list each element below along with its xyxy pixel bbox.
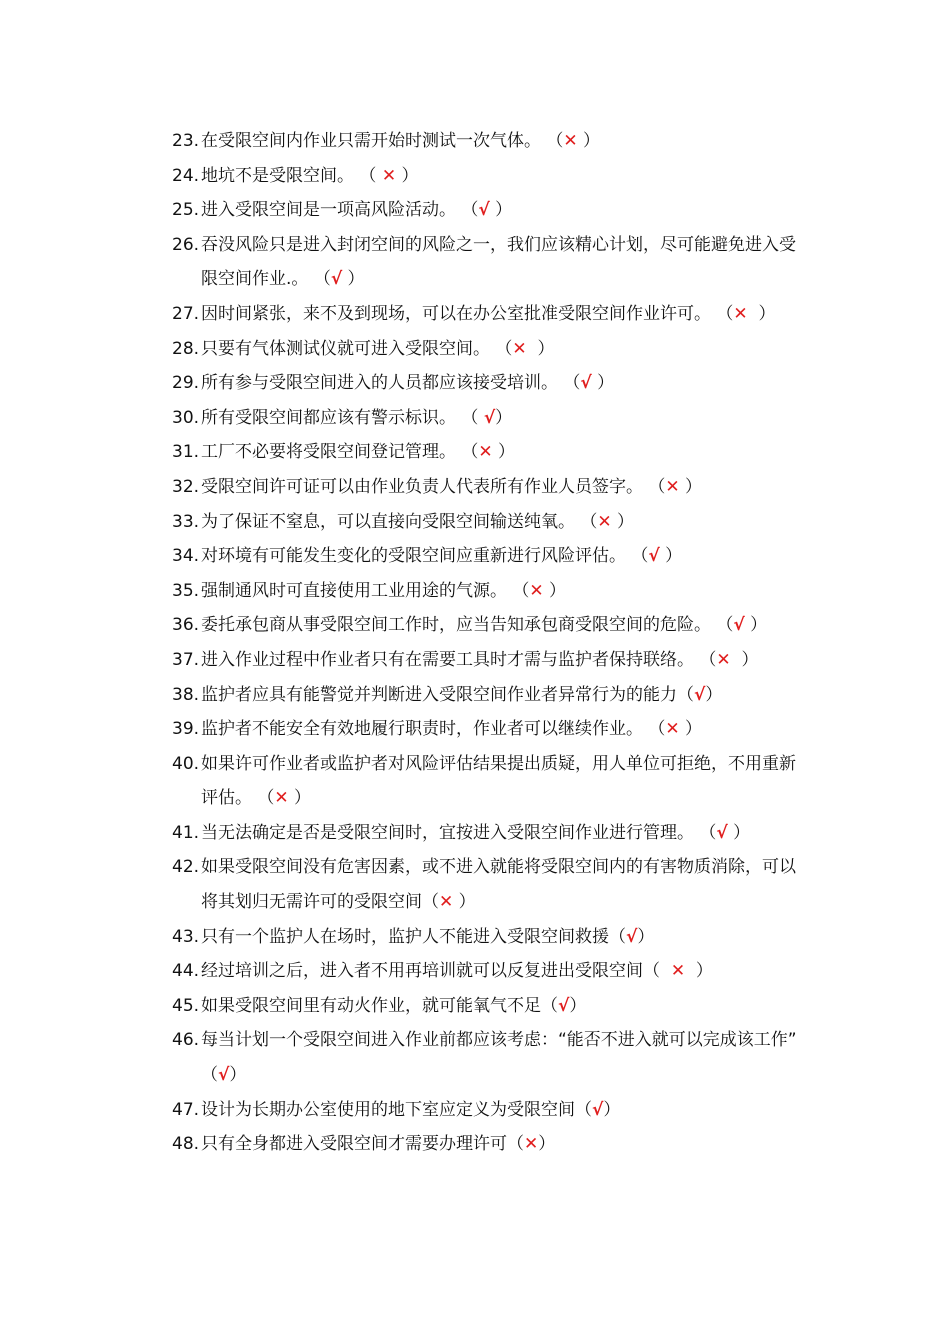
question-item — [172, 539, 812, 574]
question-number: 39. — [172, 719, 200, 740]
question-text: 所有参与受限空间进入的人员都应该接受培训。 — [201, 373, 564, 394]
question-item — [172, 505, 812, 540]
question-item — [172, 1093, 812, 1128]
answer-open-paren: （ — [716, 303, 734, 324]
cross-mark-icon: ✕ — [512, 338, 527, 359]
check-mark-icon: √ — [733, 615, 745, 636]
check-mark-icon: √ — [483, 407, 496, 428]
answer-open-paren: （ — [699, 822, 717, 843]
question-item — [172, 643, 812, 678]
answer-close-paren: ） — [744, 615, 768, 636]
check-mark-icon: √ — [626, 926, 638, 947]
answer-open-paren: （ — [643, 961, 671, 982]
answer-open-paren: （ — [563, 373, 581, 394]
cross-mark-icon: ✕ — [529, 580, 544, 601]
answer-open-paren: （ — [699, 649, 717, 670]
question-text: 如果受限空间没有危害因素，或不进入就能将受限空间内的有害物质消除，可以将其划归无需许可的受限空间 — [201, 857, 796, 913]
answer-open-paren: （ — [495, 338, 513, 359]
question-text: 为了保证不窒息，可以直接向受限空间输送纯氧。 — [201, 511, 581, 532]
answer-close-paren: ） — [679, 476, 703, 497]
question-number: 48. — [172, 1134, 200, 1155]
question-item — [172, 712, 812, 747]
answer-open-paren: （ — [257, 788, 275, 809]
answer-open-paren: （ — [648, 719, 666, 740]
cross-mark-icon: ✕ — [439, 892, 454, 913]
answer-open-paren: （ — [507, 1134, 524, 1155]
check-mark-icon: √ — [716, 822, 728, 843]
answer-open-paren: （ — [422, 892, 439, 913]
question-number: 29. — [172, 373, 200, 394]
answer-close-paren: ） — [747, 303, 776, 324]
answer-close-paren: ） — [489, 200, 513, 221]
answer-open-paren: （ — [580, 511, 598, 532]
answer-close-paren: ） — [538, 1134, 556, 1155]
question-item — [172, 816, 812, 851]
answer-close-paren: ） — [577, 131, 601, 151]
question-item — [172, 401, 812, 436]
question-number: 40. — [172, 753, 200, 774]
question-item — [172, 435, 812, 470]
question-number: 27. — [172, 303, 200, 324]
answer-open-paren: （ — [648, 476, 666, 497]
check-mark-icon: √ — [558, 995, 570, 1016]
answer-close-paren: ） — [685, 961, 713, 982]
answer-close-paren: ） — [492, 442, 516, 463]
question-text: 工厂不必要将受限空间登记管理。 — [201, 442, 462, 463]
question-item — [172, 470, 812, 505]
question-number: 33. — [172, 511, 200, 532]
question-number: 32. — [172, 476, 200, 497]
question-item — [172, 332, 812, 367]
question-number: 38. — [172, 684, 200, 705]
question-item — [172, 574, 812, 609]
answer-open-paren: （ — [461, 200, 479, 221]
question-number: 41. — [172, 822, 200, 843]
answer-close-paren: ） — [288, 788, 312, 809]
question-number: 43. — [172, 926, 200, 947]
question-number: 44. — [172, 961, 200, 982]
question-text: 监护者不能安全有效地履行职责时，作业者可以继续作业。 — [201, 719, 649, 740]
answer-open-paren: （ — [541, 995, 558, 1016]
cross-mark-icon: ✕ — [274, 788, 289, 809]
check-mark-icon: √ — [478, 200, 490, 221]
question-text: 设计为长期办公室使用的地下室应定义为受限空间 — [201, 1099, 575, 1120]
answer-open-paren: （ — [546, 131, 564, 151]
question-number: 23. — [172, 131, 200, 151]
question-item — [172, 608, 812, 643]
question-item — [172, 124, 812, 159]
question-item — [172, 159, 812, 194]
answer-close-paren: ） — [637, 926, 655, 947]
cross-mark-icon: ✕ — [716, 649, 731, 670]
question-item — [172, 228, 812, 297]
question-number: 24. — [172, 165, 200, 186]
question-item — [172, 1023, 812, 1092]
question-item — [172, 850, 812, 919]
question-number: 42. — [172, 857, 200, 878]
check-mark-icon: √ — [648, 546, 660, 567]
question-item — [172, 989, 812, 1024]
answer-open-paren: （ — [201, 1065, 218, 1086]
check-mark-icon: √ — [330, 269, 343, 290]
question-text: 每当计划一个受限空间进入作业前都应该考虑：“能否不进入就可以完成该工作” — [201, 1030, 803, 1051]
question-text: 进入受限空间是一项高风险活动。 — [201, 200, 462, 221]
question-number: 35. — [172, 580, 200, 601]
check-mark-icon: √ — [218, 1065, 230, 1086]
question-item — [172, 747, 812, 816]
question-text: 当无法确定是否是受限空间时，宜按进入受限空间作业进行管理。 — [201, 822, 700, 843]
answer-open-paren: （ — [359, 165, 382, 186]
answer-open-paren: （ — [677, 684, 694, 705]
question-item — [172, 954, 812, 989]
answer-close-paren: ） — [705, 684, 723, 705]
answer-close-paren: ） — [543, 580, 567, 601]
question-text: 只要有气体测试仪就可进入受限空间。 — [201, 338, 496, 359]
question-text: 如果许可作业者或监护者对风险评估结果提出质疑，用人单位可拒绝，不用重新评估。 — [201, 753, 796, 809]
answer-close-paren: ） — [603, 1099, 621, 1120]
answer-close-paren: ） — [730, 649, 759, 670]
answer-open-paren: （ — [461, 407, 484, 428]
question-number: 34. — [172, 546, 200, 567]
answer-close-paren: ） — [495, 407, 513, 428]
question-text: 在受限空间内作业只需开始时测试一次气体。 — [201, 131, 547, 151]
question-text: 监护者应具有能警觉并判断进入受限空间作业者异常行为的能力 — [201, 684, 677, 705]
answer-open-paren: （ — [313, 269, 331, 290]
question-text: 如果受限空间里有动火作业，就可能氧气不足 — [201, 995, 541, 1016]
question-number: 30. — [172, 407, 200, 428]
question-text: 强制通风时可直接使用工业用途的气源。 — [201, 580, 513, 601]
question-number: 36. — [172, 615, 200, 636]
cross-mark-icon: ✕ — [733, 303, 748, 324]
answer-close-paren: ） — [342, 269, 365, 290]
check-mark-icon: √ — [580, 373, 592, 394]
cross-mark-icon: ✕ — [524, 1134, 539, 1155]
question-text: 因时间紧张，来不及到现场，可以在办公室批准受限空间作业许可。 — [201, 303, 717, 324]
question-text: 地坑不是受限空间。 — [201, 165, 360, 186]
question-text: 委托承包商从事受限空间工作时，应当告知承包商受限空间的危险。 — [201, 615, 717, 636]
answer-open-paren: （ — [631, 546, 649, 567]
question-text: 只有全身都进入受限空间才需要办理许可 — [201, 1134, 507, 1155]
question-text: 进入作业过程中作业者只有在需要工具时才需与监护者保持联络。 — [201, 649, 700, 670]
cross-mark-icon: ✕ — [381, 165, 397, 186]
question-item — [172, 920, 812, 955]
question-number: 47. — [172, 1099, 200, 1120]
cross-mark-icon: ✕ — [665, 476, 680, 497]
question-item — [172, 366, 812, 401]
question-number: 45. — [172, 995, 200, 1016]
answer-open-paren: （ — [461, 442, 479, 463]
question-number: 46. — [172, 1030, 200, 1051]
answer-close-paren: ） — [526, 338, 555, 359]
question-text: 吞没风险只是进入封闭空间的风险之一，我们应该精心计划，尽可能避免进入受限空间作业.。 — [201, 234, 796, 290]
answer-close-paren: ） — [679, 719, 703, 740]
answer-open-paren: （ — [575, 1099, 592, 1120]
check-mark-icon: √ — [592, 1099, 604, 1120]
answer-close-paren: ） — [659, 546, 683, 567]
question-item — [172, 678, 812, 713]
answer-open-paren: （ — [609, 926, 626, 947]
check-mark-icon: √ — [694, 684, 706, 705]
answer-close-paren: ） — [229, 1065, 247, 1086]
cross-mark-icon: ✕ — [665, 719, 680, 740]
question-number: 26. — [172, 234, 200, 255]
cross-mark-icon: ✕ — [563, 131, 578, 151]
question-text: 经过培训之后，进入者不用再培训就可以反复进出受限空间 — [201, 961, 643, 982]
question-text: 对环境有可能发生变化的受限空间应重新进行风险评估。 — [201, 546, 632, 567]
question-number: 31. — [172, 442, 200, 463]
question-text: 只有一个监护人在场时，监护人不能进入受限空间救援 — [201, 926, 609, 947]
question-list — [172, 124, 812, 1162]
answer-close-paren: ） — [569, 995, 587, 1016]
answer-close-paren: ） — [611, 511, 635, 532]
answer-close-paren: ） — [727, 822, 751, 843]
cross-mark-icon: ✕ — [670, 961, 686, 982]
question-number: 28. — [172, 338, 200, 359]
question-text: 所有受限空间都应该有警示标识。 — [201, 407, 462, 428]
answer-open-paren: （ — [512, 580, 530, 601]
question-number: 37. — [172, 649, 200, 670]
question-item — [172, 193, 812, 228]
answer-close-paren: ） — [396, 165, 419, 186]
question-number: 25. — [172, 200, 200, 221]
answer-close-paren: ） — [591, 373, 615, 394]
answer-close-paren: ） — [453, 892, 476, 913]
cross-mark-icon: ✕ — [478, 442, 493, 463]
question-text: 受限空间许可证可以由作业负责人代表所有作业人员签字。 — [201, 476, 649, 497]
cross-mark-icon: ✕ — [597, 511, 612, 532]
answer-open-paren: （ — [716, 615, 734, 636]
question-item — [172, 1127, 812, 1162]
question-item — [172, 297, 812, 332]
